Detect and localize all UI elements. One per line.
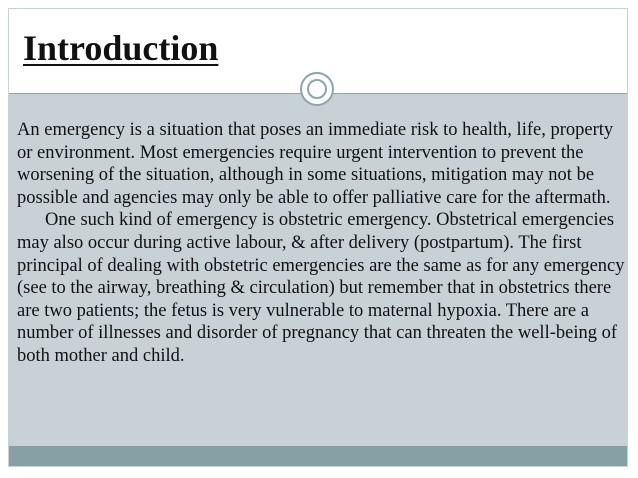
paragraph-obstetric	[17, 209, 633, 367]
double-circle-ornament-icon	[300, 72, 334, 106]
body-text	[17, 119, 633, 368]
paragraph-obstetric-text: One such kind of emergency is obstetric emergency. Obstetrical emergencies may also occur during active labour, & after delivery (postpartum). The first principal of dealing with obstetric emergencies are the same as for any emergency (see to the airway, breathing & circulation) but remember that in obstetrics there are two patients; the fetus is very vulnerable to maternal hypoxia. There are a number of illnesses and disorder of pregnancy that can threaten the well-being of both mother and child.	[17, 210, 625, 366]
slide-title: Introduction	[23, 28, 219, 68]
footer-bar	[9, 446, 627, 466]
ornament-inner-ring	[307, 79, 327, 99]
paragraph-intro: An emergency is a situation that poses an immediate risk to health, life, property or environment. Most emergencies require urgent intervention to prevent the worsening of the situation, although in some situations, mitigation may not be possible and agencies may only be able to offer palliative care for the aftermath.	[17, 120, 614, 208]
